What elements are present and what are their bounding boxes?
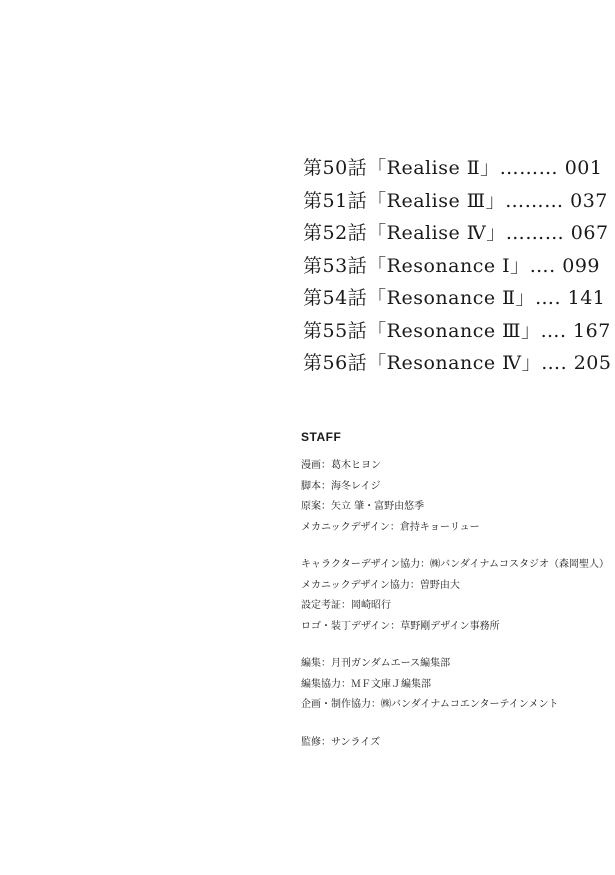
staff-group-cooperation [301,555,611,637]
credit-manga: 漫画：葛木ヒヨン [301,460,381,471]
staff-group-editing [301,654,611,716]
credit-logo-design: ロゴ・装丁デザイン：草野剛デザイン事務所 [301,620,500,632]
toc-entry-55: 第55話「Resonance Ⅲ」…. 167 [303,319,611,342]
staff-group-supervision [301,733,611,754]
credit-mechanic-design-cooperation: メカニックデザイン協力：曽野由大 [301,579,460,591]
credit-original-story: 原案：矢立 肇・富野由悠季 [301,501,425,512]
toc-entry-56: 第56話「Resonance Ⅳ」…. 205 [303,352,612,374]
toc-entry-50: 第50話「Realise Ⅱ」……… 001 [303,157,603,179]
toc-entry-54: 第54話「Resonance Ⅱ」…. 141 [303,287,606,309]
credit-character-design-cooperation: キャラクターデザイン協力：㈱バンダイナムコスタジオ（森岡聖人） [301,559,609,570]
credit-script: 脚本：海冬レイジ [301,480,381,492]
credit-mechanic-design: メカニックデザイン：倉持キョーリュー [301,521,480,533]
credit-planning-production: 企画・制作協力：㈱バンダイナムコエンターテインメント [301,699,559,710]
credit-editing-cooperation: 編集協力：ＭＦ文庫Ｊ編集部 [301,678,431,690]
toc-entry-51: 第51話「Realise Ⅲ」……… 037 [303,189,608,212]
toc-entry-53: 第53話「Resonance Ⅰ」…. 099 [303,254,600,277]
staff-heading: STAFF [301,430,342,444]
credit-setting-research: 設定考証：岡崎昭行 [301,600,391,611]
table-of-contents [303,152,612,380]
toc-entry-52: 第52話「Realise Ⅳ」……… 067 [303,222,609,244]
staff-group-main [301,456,611,538]
credit-editing: 編集：月刊ガンダムエース編集部 [301,658,451,669]
credit-supervision: 監修：サンライズ [301,736,381,748]
staff-credits [301,430,611,770]
